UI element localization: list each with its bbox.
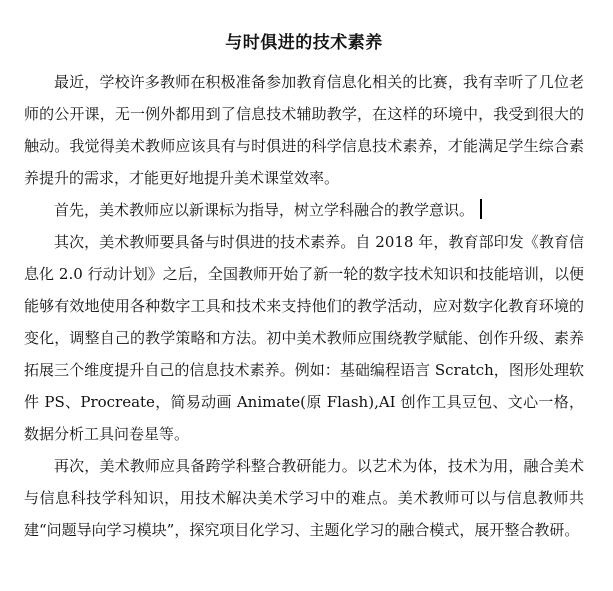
document-body[interactable] (24, 66, 584, 546)
document-title: 与时俱进的技术素养 (225, 33, 383, 53)
paragraph-3: 其次，美术教师要具备与时俱进的技术素养。自 2018 年，教育部印发《教育信息化 2.0 行动计划》之后，全国教师开始了新一轮的数字技术知识和技能培训，以便能够有效地使用各种数字工具和技术来支持他们的教学活动，应对数字化教育环境的变化，调整自己的教学策略和方法。初中美术教师应围绕教学赋能、创作升级、素养拓展三个维度提升自己的信息技术素养。例如：基础编程语言 Scratch，图形处理软件 PS、Procreate，简易动画 Animate(原 Flash),AI 创作工具豆包、文心一格，数据分析工具问卷星等。 (24, 233, 584, 443)
paragraph-4: 再次，美术教师应具备跨学科整合教研能力。以艺术为体，技术为用，融合美术与信息科技学科知识，用技术解决美术学习中的难点。美术教师可以与信息教师共建“问题导向学习模块”，探究项目化学习、主题化学习的融合模式，展开整合教研。 (24, 457, 584, 539)
paragraph-2-text: 首先，美术教师应以新课标为指导，树立学科融合的教学意识。 (54, 201, 475, 219)
paragraph-1: 最近，学校许多教师在积极准备参加教育信息化相关的比赛，我有幸听了几位老师的公开课，无一例外都用到了信息技术辅助教学，在这样的环境中，我受到很大的触动。我觉得美术教师应该具有与时俱进的科学信息技术素养，才能满足学生综合素养提升的需求，才能更好地提升美术课堂效率。 (24, 73, 584, 187)
paragraph-2 (24, 194, 584, 226)
text-cursor (480, 199, 482, 219)
document-page[interactable] (24, 0, 584, 546)
